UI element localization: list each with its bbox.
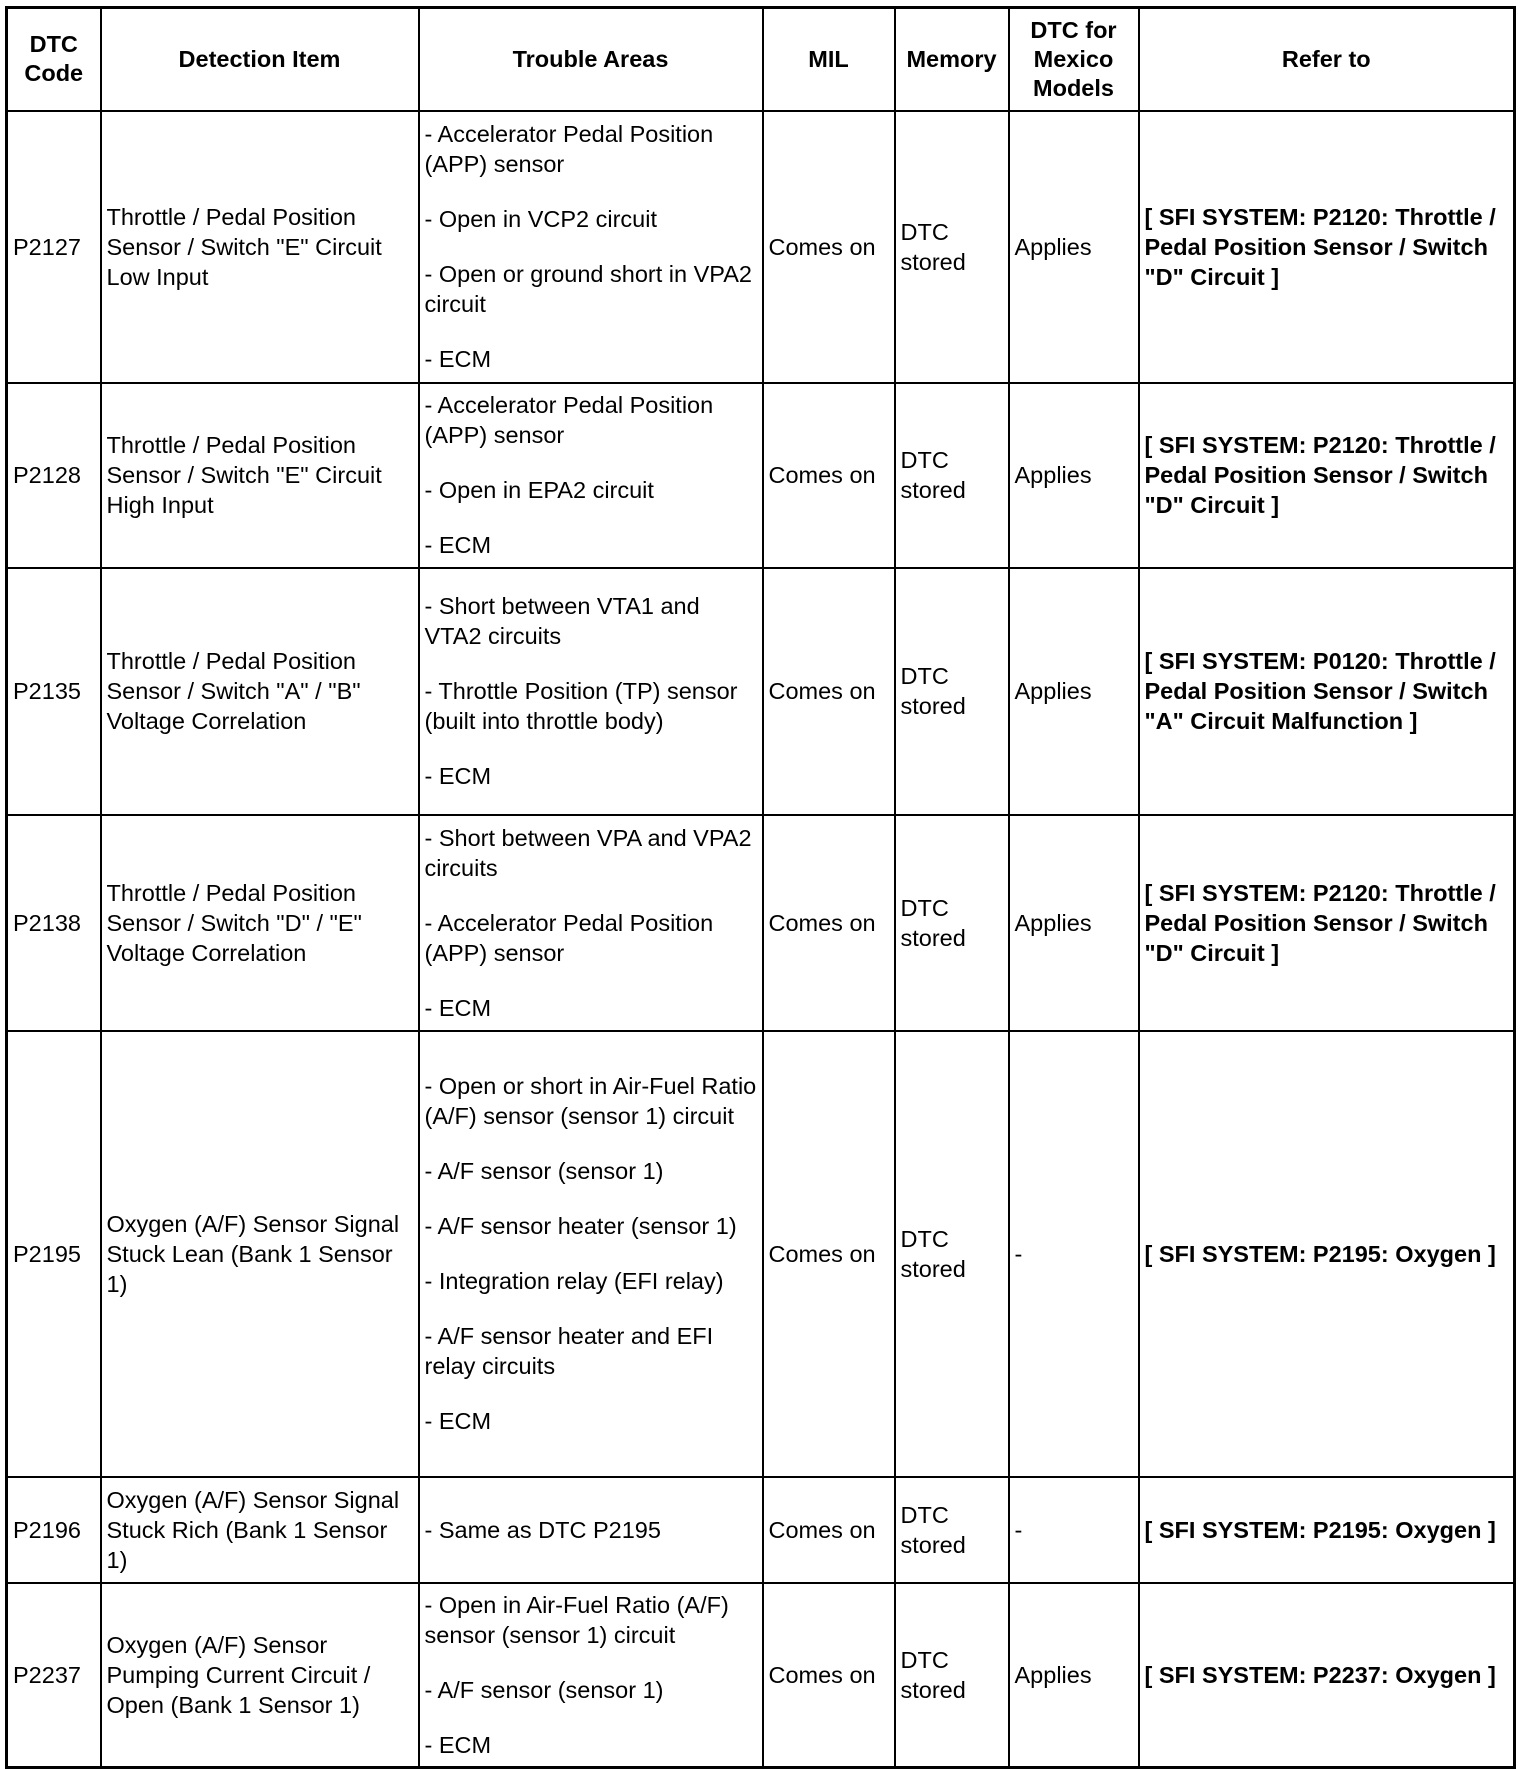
- memory-cell: DTC stored: [895, 568, 1009, 815]
- trouble-areas-cell: [419, 815, 763, 1031]
- mil-cell: Comes on: [763, 1583, 895, 1768]
- mexico-models-cell: Applies: [1009, 815, 1139, 1031]
- mexico-models-cell: Applies: [1009, 568, 1139, 815]
- refer-to-cell: [ SFI SYSTEM: P2120: Throttle / Pedal Position Sensor / Switch "D" Circuit ]: [1139, 815, 1515, 1031]
- mil-cell: Comes on: [763, 111, 895, 383]
- trouble-area-item: - Same as DTC P2195: [424, 1516, 661, 1543]
- trouble-area-item: - A/F sensor heater and EFI relay circuits: [424, 1323, 714, 1379]
- trouble-area-item: - ECM: [424, 994, 492, 1021]
- header-mil: MIL: [763, 8, 895, 111]
- mil-cell: Comes on: [763, 1031, 895, 1477]
- dtc-code-cell: P2128: [7, 383, 101, 568]
- mexico-models-cell: Applies: [1009, 111, 1139, 383]
- trouble-area-item: - Open or ground short in VPA2 circuit: [424, 261, 752, 317]
- memory-cell: DTC stored: [895, 383, 1009, 568]
- detection-item-cell: Oxygen (A/F) Sensor Signal Stuck Rich (Bank 1 Sensor 1): [101, 1477, 419, 1583]
- dtc-code-cell: P2237: [7, 1583, 101, 1768]
- detection-item-cell: Oxygen (A/F) Sensor Signal Stuck Lean (Bank 1 Sensor 1): [101, 1031, 419, 1477]
- memory-cell: DTC stored: [895, 1477, 1009, 1583]
- trouble-area-item: - Accelerator Pedal Position (APP) sensor: [424, 121, 714, 177]
- mil-cell: Comes on: [763, 383, 895, 568]
- header-memory: Memory: [895, 8, 1009, 111]
- table-row: [7, 815, 1515, 1031]
- trouble-area-item: - Open in EPA2 circuit: [424, 477, 654, 503]
- trouble-areas-cell: [419, 1031, 763, 1477]
- trouble-areas-cell: [419, 383, 763, 568]
- refer-to-cell: [ SFI SYSTEM: P2237: Oxygen ]: [1139, 1583, 1515, 1768]
- refer-to-cell: [ SFI SYSTEM: P2195: Oxygen ]: [1139, 1477, 1515, 1583]
- header-trouble-areas: Trouble Areas: [419, 8, 763, 111]
- trouble-area-item: - Short between VTA1 and VTA2 circuits: [424, 593, 700, 649]
- table-row: [7, 1583, 1515, 1768]
- table-row: [7, 111, 1515, 383]
- header-dtc-code: DTC Code: [7, 8, 101, 111]
- trouble-area-item: - ECM: [424, 346, 492, 372]
- trouble-areas-cell: [419, 1583, 763, 1768]
- memory-cell: DTC stored: [895, 1031, 1009, 1477]
- refer-to-cell: [ SFI SYSTEM: P2195: Oxygen ]: [1139, 1031, 1515, 1477]
- mil-cell: Comes on: [763, 1477, 895, 1583]
- table-body: [7, 111, 1515, 1768]
- trouble-area-item: - ECM: [424, 1731, 492, 1758]
- header-refer-to: Refer to: [1139, 8, 1515, 111]
- trouble-area-item: - A/F sensor (sensor 1): [424, 1158, 664, 1184]
- table-row: [7, 383, 1515, 568]
- mexico-models-cell: Applies: [1009, 383, 1139, 568]
- trouble-area-item: - ECM: [424, 532, 492, 558]
- dtc-code-cell: P2127: [7, 111, 101, 383]
- trouble-areas-cell: [419, 111, 763, 383]
- memory-cell: DTC stored: [895, 815, 1009, 1031]
- dtc-table: [5, 6, 1516, 1769]
- trouble-area-item: - Accelerator Pedal Position (APP) sensor: [424, 909, 714, 966]
- trouble-area-item: - Open in Air-Fuel Ratio (A/F) sensor (sensor 1) circuit: [424, 1591, 729, 1648]
- memory-cell: DTC stored: [895, 1583, 1009, 1768]
- trouble-area-item: - Throttle Position (TP) sensor (built into throttle body): [424, 678, 738, 734]
- dtc-code-cell: P2135: [7, 568, 101, 815]
- trouble-area-item: - ECM: [424, 763, 492, 789]
- trouble-area-item: - ECM: [424, 1408, 492, 1434]
- detection-item-cell: Oxygen (A/F) Sensor Pumping Current Circuit / Open (Bank 1 Sensor 1): [101, 1583, 419, 1768]
- trouble-area-item: - Integration relay (EFI relay): [424, 1268, 724, 1294]
- table-header: [7, 8, 1515, 111]
- trouble-area-item: - Accelerator Pedal Position (APP) sensor: [424, 392, 714, 448]
- refer-to-cell: [ SFI SYSTEM: P0120: Throttle / Pedal Position Sensor / Switch "A" Circuit Malfunction ]: [1139, 568, 1515, 815]
- table-row: [7, 568, 1515, 815]
- trouble-areas-cell: [419, 568, 763, 815]
- mexico-models-cell: Applies: [1009, 1583, 1139, 1768]
- detection-item-cell: Throttle / Pedal Position Sensor / Switch "E" Circuit High Input: [101, 383, 419, 568]
- header-row: [7, 8, 1515, 111]
- trouble-area-item: - A/F sensor (sensor 1): [424, 1676, 664, 1703]
- detection-item-cell: Throttle / Pedal Position Sensor / Switch "E" Circuit Low Input: [101, 111, 419, 383]
- detection-item-cell: Throttle / Pedal Position Sensor / Switch "D" / "E" Voltage Correlation: [101, 815, 419, 1031]
- dtc-code-cell: P2196: [7, 1477, 101, 1583]
- trouble-area-item: - Open or short in Air-Fuel Ratio (A/F) sensor (sensor 1) circuit: [424, 1073, 757, 1129]
- dtc-code-cell: P2138: [7, 815, 101, 1031]
- mexico-models-cell: -: [1009, 1031, 1139, 1477]
- dtc-code-cell: P2195: [7, 1031, 101, 1477]
- trouble-area-item: - Open in VCP2 circuit: [424, 206, 657, 232]
- refer-to-cell: [ SFI SYSTEM: P2120: Throttle / Pedal Position Sensor / Switch "D" Circuit ]: [1139, 383, 1515, 568]
- header-mexico-models: DTC for Mexico Models: [1009, 8, 1139, 111]
- refer-to-cell: [ SFI SYSTEM: P2120: Throttle / Pedal Position Sensor / Switch "D" Circuit ]: [1139, 111, 1515, 383]
- mexico-models-cell: -: [1009, 1477, 1139, 1583]
- mil-cell: Comes on: [763, 568, 895, 815]
- trouble-area-item: - A/F sensor heater (sensor 1): [424, 1213, 737, 1239]
- header-detection-item: Detection Item: [101, 8, 419, 111]
- table-row: [7, 1031, 1515, 1477]
- table-row: [7, 1477, 1515, 1583]
- trouble-area-item: - Short between VPA and VPA2 circuits: [424, 824, 752, 881]
- detection-item-cell: Throttle / Pedal Position Sensor / Switch "A" / "B" Voltage Correlation: [101, 568, 419, 815]
- mil-cell: Comes on: [763, 815, 895, 1031]
- memory-cell: DTC stored: [895, 111, 1009, 383]
- trouble-areas-cell: [419, 1477, 763, 1583]
